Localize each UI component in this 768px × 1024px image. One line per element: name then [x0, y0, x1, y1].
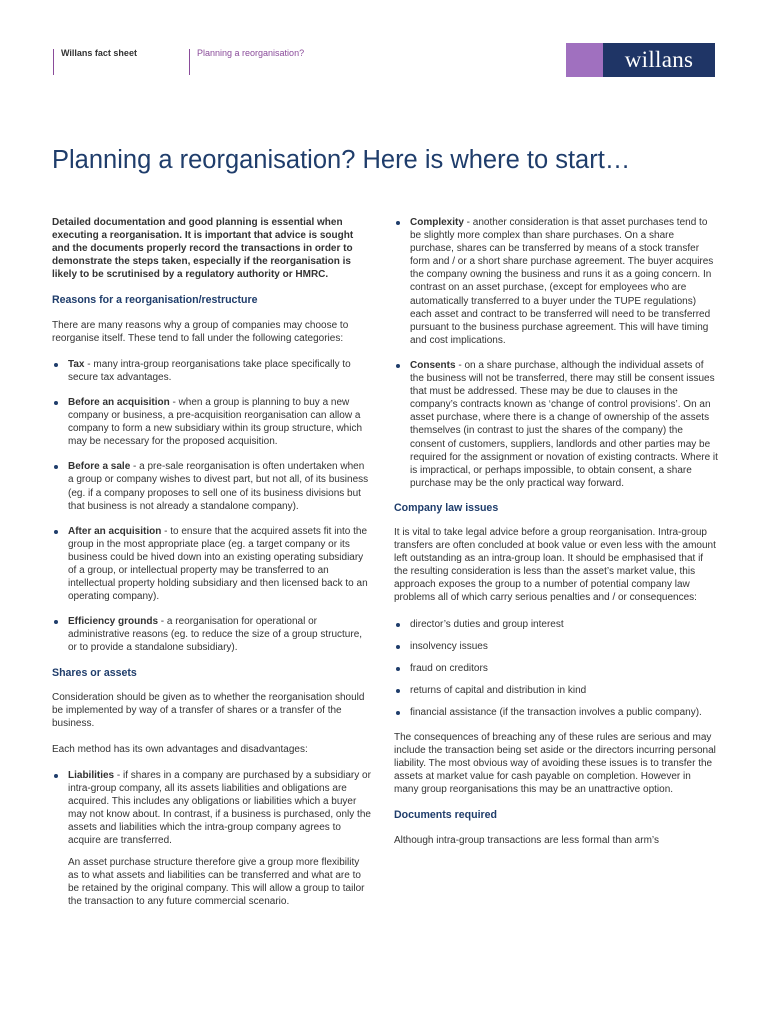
shares-paragraph-1: Consideration should be given as to whether the reorganisation should be implemented by way of a transfer of shares or a transfer of the business. [52, 691, 365, 729]
bullet-icon [396, 221, 400, 225]
bullet-icon [396, 667, 400, 671]
list-item: Consents - on a share purchase, although the individual assets of the business will not be transferred, there may still be consent issues that must be addressed. These may be due to clauses in the company’s contracts known as ‘change of control provisions’. On an asset purchase, where there is a change of ownership of the assets themselves (in contrast to just the shares of the company) the consent of customers, suppliers, landlords and other parties may be required for the assignment or novation of existing contracts. Where it is impractical, or perhaps impossible, to obtain consent, a share purchase may be the only practical way forward. [394, 359, 718, 490]
bullet-icon [396, 364, 400, 368]
list-item: director’s duties and group interest [394, 618, 718, 631]
considerations-list [394, 216, 718, 490]
list-item: Before a sale - a pre-sale reorganisation is often undertaken when a group or company wishes to divest part, but not all, of its business (eg. if a company proposes to sell one of its business divisions but that business is not already a standalone company). [52, 460, 372, 512]
heading-shares-assets: Shares or assets [52, 666, 137, 679]
bullet-icon [54, 530, 58, 534]
logo-accent-block [566, 43, 603, 77]
topic-label: Planning a reorganisation? [197, 48, 305, 58]
consequences-paragraph: The consequences of breaching any of these rules are serious and may include the transaction being set aside or the directors incurring personal liability. The most obvious way of avoiding these issues is to transfer the assets at market value for cash payable on completion. However in many group reorganisations this may be an unattractive option. [394, 732, 716, 796]
list-item: Liabilities - if shares in a company are purchased by a subsidiary or intra-group company, all its assets liabilities and obligations are acquired. This includes any obligations or liabilities which a buyer may not know about. In contrast, if a business is purchased, only the assets and liabilities which the intra-group company agrees to acquire are transferred. An asset purchase structure therefore give a group more flexibility as to what assets and liabilities can be transferred and what are to be retained by the original company. This will allow a group to tailor the transaction to any future commercial scenario. [52, 769, 372, 908]
page-title: Planning a reorganisation? Here is where to start… [52, 146, 631, 174]
list-item: Before an acquisition - when a group is planning to buy a new company or business, a pre-acquisition reorganisation can allow a company to form a new subsidiary within its group structure, which may be necessary for the proposed acquisition. [52, 396, 372, 448]
bullet-icon [54, 620, 58, 624]
reasons-paragraph: There are many reasons why a group of companies may choose to reorganise itself. These tend to fall under the following categories: [52, 319, 349, 344]
bullet-icon [54, 363, 58, 367]
list-item: insolvency issues [394, 640, 718, 653]
willans-logo: willans [603, 43, 715, 77]
company-law-paragraph: It is vital to take legal advice before a group reorganisation. Intra-group transfers are often concluded at book value or even less with the amount left outstanding as an intra-group loan. It should be emphasised that if the resulting consideration is less than the asset’s market value, this approach exposes the group to a number of potential company law problems all of which carry serious penalties and / or consequences: [394, 526, 716, 604]
heading-documents-required: Documents required [394, 809, 498, 822]
shares-paragraph-2: Each method has its own advantages and disadvantages: [52, 743, 308, 755]
issues-list [394, 618, 718, 719]
bullet-icon [396, 711, 400, 715]
shares-list [52, 769, 372, 908]
bullet-icon [54, 401, 58, 405]
left-column [52, 216, 372, 920]
right-column [394, 216, 718, 860]
list-item: Complexity - another consideration is that asset purchases tend to be slightly more complex than share purchases. On a share purchase, shares can be transferred by means of a stock transfer form and / or a short share purchase agreement. The buyer acquires the company owning the business and runs it as a going concern. In contrast on an asset purchase, (except for employees who are automatically transferred to a buyer under the TUPE regulations) each asset and contract to be transferred will need to be transferred pursuant to the business purchase agreement. This will have timing and cost implications. [394, 216, 718, 347]
documents-paragraph: Although intra-group transactions are less formal than arm’s [394, 834, 659, 846]
bullet-icon [396, 623, 400, 627]
list-item: returns of capital and distribution in kind [394, 684, 718, 697]
bullet-icon [396, 689, 400, 693]
header-divider-left [53, 49, 54, 75]
intro-paragraph: Detailed documentation and good planning is essential when executing a reorganisation. It is important that advice is sought and the documents properly record the transactions in order to demonstrate the steps taken, especially if the reorganisation is likely to be scrutinised by a regulatory authority or HMRC. [52, 217, 354, 281]
reasons-list [52, 358, 372, 655]
list-item: fraud on creditors [394, 662, 718, 675]
list-item: After an acquisition - to ensure that the acquired assets fit into the group in the most appropriate place (eg. a target company or its business could be hived down into an existing operating subsidiary of a group, or intellectual property may be transferred to an intellectual property holding subsidiary and then licensed back to an operating company). [52, 525, 372, 604]
heading-company-law: Company law issues [394, 501, 499, 514]
bullet-icon [54, 774, 58, 778]
list-item: Tax - many intra-group reorganisations take place specifically to secure tax advantages. [52, 358, 372, 384]
liabilities-sub-paragraph: An asset purchase structure therefore give a group more flexibility as to what assets and liabilities can be transferred and what are to be retained by the original company. This will allow a group to tailor the transaction to any future commercial scenario. [68, 856, 365, 907]
fact-sheet-label: Willans fact sheet [61, 48, 137, 58]
list-item: financial assistance (if the transaction involves a public company). [394, 706, 718, 719]
list-item: Efficiency grounds - a reorganisation for operational or administrative reasons (eg. to reduce the size of a group structure, or to provide a standalone subsidiary). [52, 615, 372, 654]
bullet-icon [54, 465, 58, 469]
heading-reasons: Reasons for a reorganisation/restructure [52, 294, 258, 307]
header-divider-mid [189, 49, 190, 75]
bullet-icon [396, 645, 400, 649]
